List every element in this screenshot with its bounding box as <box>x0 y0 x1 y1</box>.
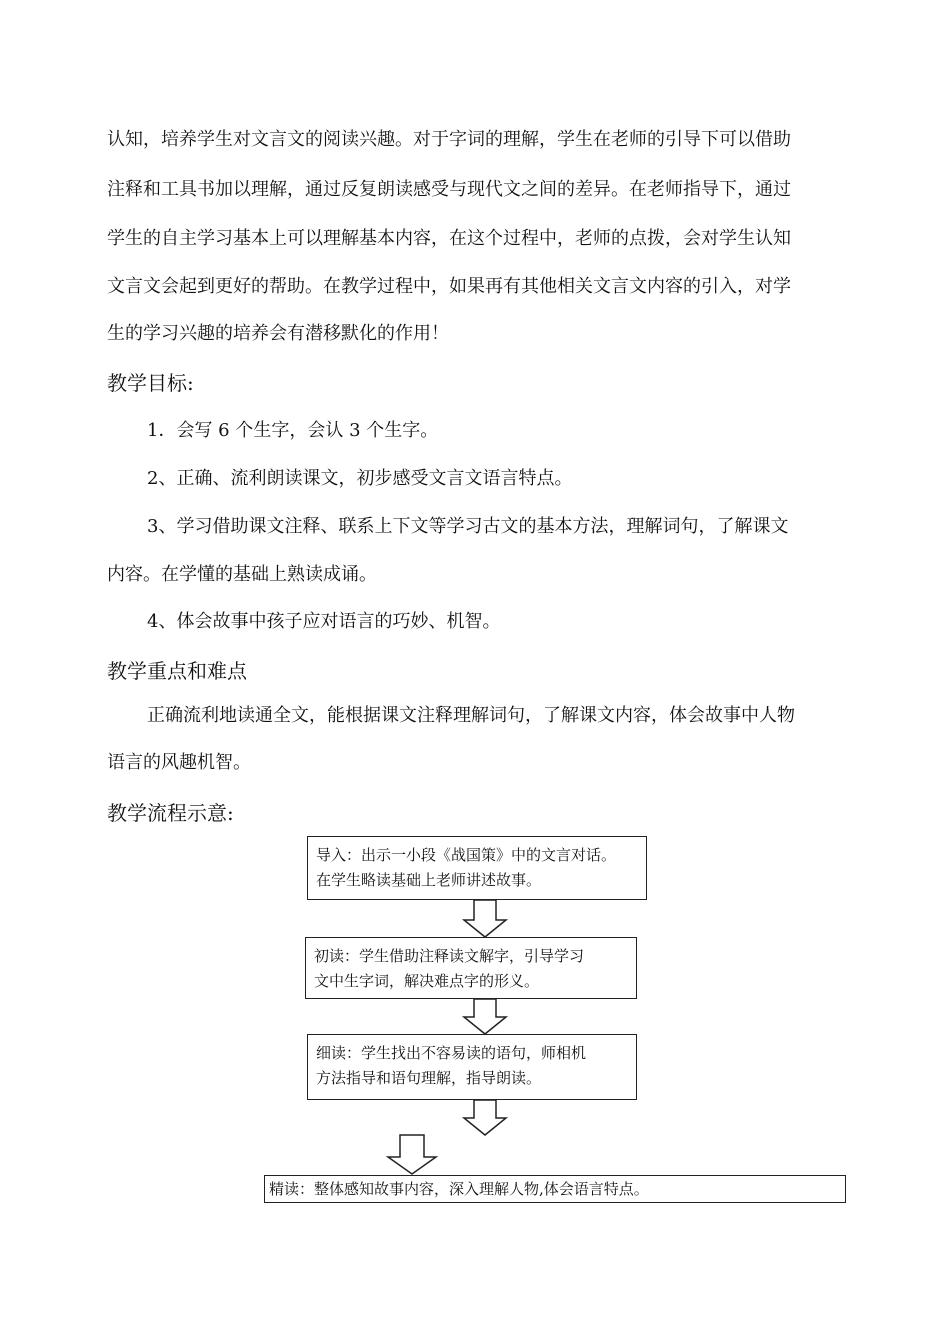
goals-heading: 教学目标: <box>107 371 194 395</box>
down-arrow-icon <box>460 999 510 1035</box>
flow-step-import <box>307 836 647 900</box>
flow-step-close-read-line-2: 方法指导和语句理解，指导朗读。 <box>316 1069 542 1087</box>
flow-step-close-read <box>307 1034 637 1100</box>
goal-item-3: 3、学习借助课文注释、联系上下文等学习古文的基本方法，理解词句，了解课文 <box>147 516 789 537</box>
flow-step-import-line-2: 在学生略读基础上老师讲述故事。 <box>316 871 542 889</box>
down-arrow-icon <box>460 900 510 938</box>
flow-heading: 教学流程示意: <box>107 801 234 825</box>
flow-step-import-line-1: 导入：出示一小段《战国策》中的文言对话。 <box>316 846 617 864</box>
intro-line-1: 认知，培养学生对文言文的阅读兴趣。对于字词的理解，学生在老师的引导下可以借助 <box>107 129 791 150</box>
flow-step-intensive-read-line-1: 精读：整体感知故事内容，深入理解人物,体会语言特点。 <box>269 1180 649 1198</box>
key-points-heading: 教学重点和难点 <box>107 659 247 683</box>
goal-item-4: 4、体会故事中孩子应对语言的巧妙、机智。 <box>147 611 501 632</box>
goal-item-1: 1．会写 6 个生字，会认 3 个生字。 <box>147 420 439 441</box>
flow-step-close-read-line-1: 细读：学生找出不容易读的语句，师相机 <box>316 1044 587 1062</box>
goal-item-2: 2、正确、流利朗读课文，初步感受文言文语言特点。 <box>147 468 573 489</box>
flow-step-first-read-line-1: 初读：学生借助注释读文解字，引导学习 <box>314 947 585 965</box>
flow-step-intensive-read <box>264 1175 846 1203</box>
goal-item-3-cont: 内容。在学懂的基础上熟读成诵。 <box>107 564 377 585</box>
down-arrow-icon <box>386 1135 438 1175</box>
flow-step-first-read <box>305 937 637 999</box>
intro-line-4: 文言文会起到更好的帮助。在教学过程中，如果再有其他相关文言文内容的引入，对学 <box>107 276 791 297</box>
intro-line-2: 注释和工具书加以理解，通过反复朗读感受与现代文之间的差异。在老师指导下，通过 <box>107 179 791 200</box>
key-points-line-2: 语言的风趣机智。 <box>107 752 251 773</box>
down-arrow-icon <box>460 1100 510 1136</box>
flow-step-first-read-line-2: 文中生字词，解决难点字的形义。 <box>314 972 540 990</box>
key-points-line-1: 正确流利地读通全文，能根据课文注释理解词句，了解课文内容，体会故事中人物 <box>147 705 795 726</box>
intro-line-3: 学生的自主学习基本上可以理解基本内容，在这个过程中，老师的点拨，会对学生认知 <box>107 228 791 249</box>
intro-line-5: 生的学习兴趣的培养会有潜移默化的作用！ <box>107 323 449 344</box>
